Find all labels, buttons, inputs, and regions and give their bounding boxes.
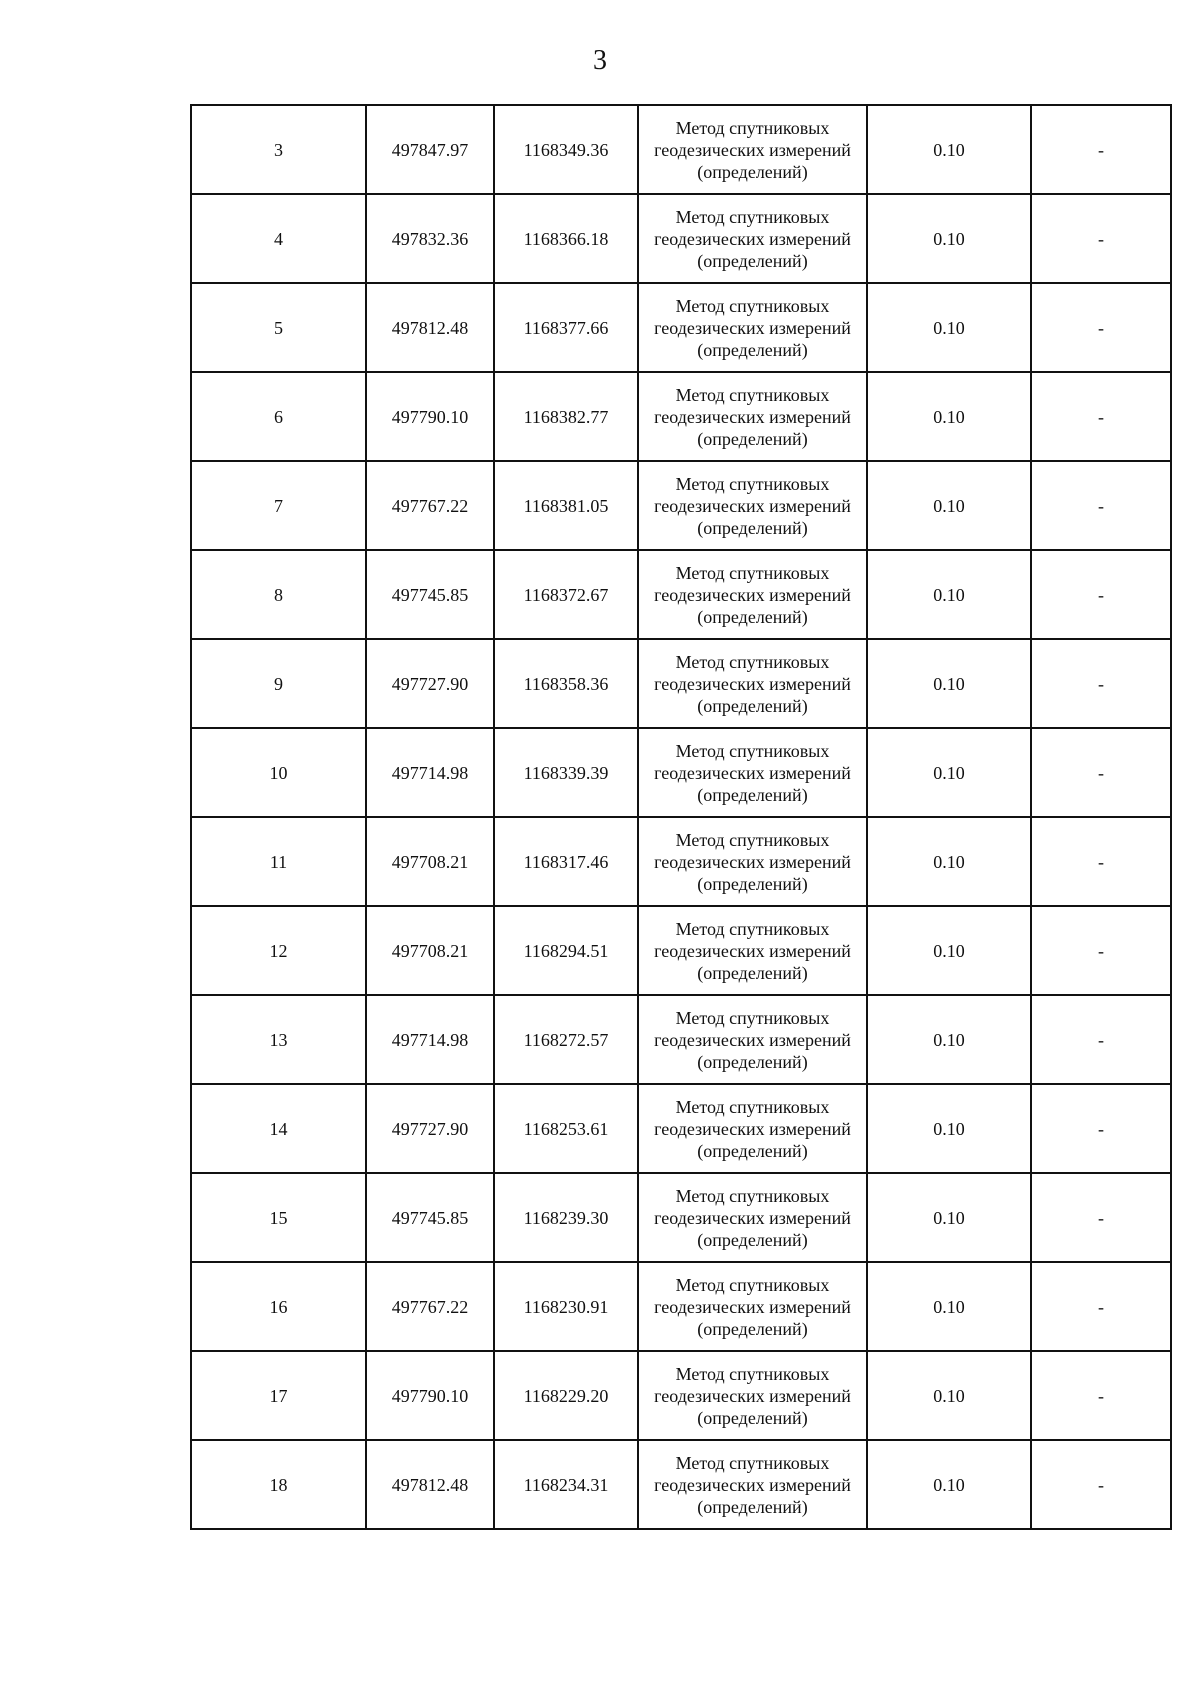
description-cell: - — [1031, 105, 1171, 194]
point-number-cell: 4 — [191, 194, 366, 283]
x-coordinate-cell: 497790.10 — [366, 1351, 494, 1440]
method-cell — [638, 1262, 867, 1351]
description-cell: - — [1031, 1084, 1171, 1173]
point-number-cell: 9 — [191, 639, 366, 728]
x-coordinate-cell: 497745.85 — [366, 1173, 494, 1262]
method-line: геодезических измерений — [654, 673, 851, 694]
table-row — [191, 550, 1171, 639]
x-coordinate-cell: 497708.21 — [366, 817, 494, 906]
method-cell — [638, 639, 867, 728]
x-coordinate-cell: 497790.10 — [366, 372, 494, 461]
method-cell — [638, 194, 867, 283]
y-coordinate-cell: 1168349.36 — [494, 105, 638, 194]
x-coordinate-cell: 497708.21 — [366, 906, 494, 995]
x-coordinate-cell: 497727.90 — [366, 639, 494, 728]
method-line: Метод спутниковых — [675, 829, 830, 850]
method-line: геодезических измерений — [654, 1207, 851, 1228]
table-row — [191, 995, 1171, 1084]
method-cell — [638, 461, 867, 550]
x-coordinate-cell: 497847.97 — [366, 105, 494, 194]
description-cell: - — [1031, 639, 1171, 728]
method-line: (определений) — [697, 873, 808, 894]
x-coordinate-cell: 497832.36 — [366, 194, 494, 283]
point-number-cell: 3 — [191, 105, 366, 194]
x-coordinate-cell: 497714.98 — [366, 995, 494, 1084]
description-cell: - — [1031, 372, 1171, 461]
description-cell: - — [1031, 817, 1171, 906]
method-line: геодезических измерений — [654, 1296, 851, 1317]
accuracy-cell: 0.10 — [867, 372, 1031, 461]
method-line: Метод спутниковых — [675, 295, 830, 316]
method-line: геодезических измерений — [654, 406, 851, 427]
table-row — [191, 194, 1171, 283]
y-coordinate-cell: 1168234.31 — [494, 1440, 638, 1529]
method-line: геодезических измерений — [654, 762, 851, 783]
y-coordinate-cell: 1168230.91 — [494, 1262, 638, 1351]
y-coordinate-cell: 1168339.39 — [494, 728, 638, 817]
x-coordinate-cell: 497767.22 — [366, 461, 494, 550]
x-coordinate-cell: 497714.98 — [366, 728, 494, 817]
method-line: (определений) — [697, 1496, 808, 1517]
method-cell — [638, 1351, 867, 1440]
table-row — [191, 1084, 1171, 1173]
method-line: геодезических измерений — [654, 495, 851, 516]
method-line: Метод спутниковых — [675, 1452, 830, 1473]
point-number-cell: 14 — [191, 1084, 366, 1173]
method-line: Метод спутниковых — [675, 1007, 830, 1028]
method-line: геодезических измерений — [654, 139, 851, 160]
x-coordinate-cell: 497745.85 — [366, 550, 494, 639]
method-line: (определений) — [697, 339, 808, 360]
description-cell: - — [1031, 283, 1171, 372]
y-coordinate-cell: 1168382.77 — [494, 372, 638, 461]
y-coordinate-cell: 1168366.18 — [494, 194, 638, 283]
method-line: геодезических измерений — [654, 940, 851, 961]
method-line: Метод спутниковых — [675, 651, 830, 672]
point-number-cell: 13 — [191, 995, 366, 1084]
description-cell: - — [1031, 995, 1171, 1084]
accuracy-cell: 0.10 — [867, 550, 1031, 639]
table-row — [191, 728, 1171, 817]
description-cell: - — [1031, 550, 1171, 639]
description-cell: - — [1031, 1262, 1171, 1351]
coordinates-table — [190, 104, 1172, 1530]
y-coordinate-cell: 1168229.20 — [494, 1351, 638, 1440]
table-row — [191, 1351, 1171, 1440]
description-cell: - — [1031, 1351, 1171, 1440]
point-number-cell: 18 — [191, 1440, 366, 1529]
table-row — [191, 1262, 1171, 1351]
table-row — [191, 639, 1171, 728]
point-number-cell: 8 — [191, 550, 366, 639]
accuracy-cell: 0.10 — [867, 1084, 1031, 1173]
method-cell — [638, 906, 867, 995]
description-cell: - — [1031, 1440, 1171, 1529]
method-line: (определений) — [697, 161, 808, 182]
y-coordinate-cell: 1168372.67 — [494, 550, 638, 639]
method-line: Метод спутниковых — [675, 1096, 830, 1117]
method-line: (определений) — [697, 428, 808, 449]
method-cell — [638, 105, 867, 194]
accuracy-cell: 0.10 — [867, 461, 1031, 550]
table-row — [191, 105, 1171, 194]
page-number: 3 — [593, 45, 607, 76]
y-coordinate-cell: 1168381.05 — [494, 461, 638, 550]
y-coordinate-cell: 1168253.61 — [494, 1084, 638, 1173]
point-number-cell: 7 — [191, 461, 366, 550]
accuracy-cell: 0.10 — [867, 639, 1031, 728]
accuracy-cell: 0.10 — [867, 283, 1031, 372]
method-line: Метод спутниковых — [675, 1363, 830, 1384]
y-coordinate-cell: 1168272.57 — [494, 995, 638, 1084]
method-line: Метод спутниковых — [675, 384, 830, 405]
accuracy-cell: 0.10 — [867, 995, 1031, 1084]
point-number-cell: 11 — [191, 817, 366, 906]
y-coordinate-cell: 1168317.46 — [494, 817, 638, 906]
method-line: геодезических измерений — [654, 1029, 851, 1050]
method-line: геодезических измерений — [654, 851, 851, 872]
method-line: (определений) — [697, 1051, 808, 1072]
accuracy-cell: 0.10 — [867, 1262, 1031, 1351]
y-coordinate-cell: 1168239.30 — [494, 1173, 638, 1262]
description-cell: - — [1031, 461, 1171, 550]
accuracy-cell: 0.10 — [867, 1173, 1031, 1262]
method-line: (определений) — [697, 1140, 808, 1161]
point-number-cell: 16 — [191, 1262, 366, 1351]
method-line: Метод спутниковых — [675, 117, 830, 138]
accuracy-cell: 0.10 — [867, 906, 1031, 995]
method-line: Метод спутниковых — [675, 918, 830, 939]
method-line: (определений) — [697, 1407, 808, 1428]
table-row — [191, 372, 1171, 461]
method-cell — [638, 995, 867, 1084]
method-cell — [638, 728, 867, 817]
description-cell: - — [1031, 906, 1171, 995]
coordinates-table-body — [191, 105, 1171, 1529]
point-number-cell: 12 — [191, 906, 366, 995]
method-cell — [638, 372, 867, 461]
description-cell: - — [1031, 1173, 1171, 1262]
method-line: геодезических измерений — [654, 584, 851, 605]
method-line: (определений) — [697, 606, 808, 627]
method-line: геодезических измерений — [654, 317, 851, 338]
point-number-cell: 6 — [191, 372, 366, 461]
point-number-cell: 17 — [191, 1351, 366, 1440]
description-cell: - — [1031, 194, 1171, 283]
method-cell — [638, 1173, 867, 1262]
method-line: (определений) — [697, 784, 808, 805]
table-row — [191, 1440, 1171, 1529]
method-line: Метод спутниковых — [675, 473, 830, 494]
method-line: геодезических измерений — [654, 1474, 851, 1495]
table-row — [191, 1173, 1171, 1262]
x-coordinate-cell: 497767.22 — [366, 1262, 494, 1351]
x-coordinate-cell: 497812.48 — [366, 283, 494, 372]
method-line: Метод спутниковых — [675, 206, 830, 227]
point-number-cell: 10 — [191, 728, 366, 817]
table-row — [191, 906, 1171, 995]
y-coordinate-cell: 1168358.36 — [494, 639, 638, 728]
method-line: Метод спутниковых — [675, 562, 830, 583]
accuracy-cell: 0.10 — [867, 1351, 1031, 1440]
method-line: (определений) — [697, 1229, 808, 1250]
method-line: (определений) — [697, 962, 808, 983]
accuracy-cell: 0.10 — [867, 728, 1031, 817]
method-line: Метод спутниковых — [675, 1185, 830, 1206]
table-row — [191, 817, 1171, 906]
y-coordinate-cell: 1168377.66 — [494, 283, 638, 372]
x-coordinate-cell: 497727.90 — [366, 1084, 494, 1173]
table-row — [191, 461, 1171, 550]
method-line: (определений) — [697, 1318, 808, 1339]
method-cell — [638, 817, 867, 906]
method-line: (определений) — [697, 517, 808, 538]
method-line: (определений) — [697, 695, 808, 716]
method-line: геодезических измерений — [654, 1385, 851, 1406]
method-line: Метод спутниковых — [675, 740, 830, 761]
table-row — [191, 283, 1171, 372]
y-coordinate-cell: 1168294.51 — [494, 906, 638, 995]
accuracy-cell: 0.10 — [867, 1440, 1031, 1529]
method-line: геодезических измерений — [654, 1118, 851, 1139]
description-cell: - — [1031, 728, 1171, 817]
method-line: геодезических измерений — [654, 228, 851, 249]
accuracy-cell: 0.10 — [867, 105, 1031, 194]
method-cell — [638, 283, 867, 372]
accuracy-cell: 0.10 — [867, 194, 1031, 283]
method-cell — [638, 1084, 867, 1173]
x-coordinate-cell: 497812.48 — [366, 1440, 494, 1529]
accuracy-cell: 0.10 — [867, 817, 1031, 906]
method-cell — [638, 1440, 867, 1529]
method-line: Метод спутниковых — [675, 1274, 830, 1295]
method-cell — [638, 550, 867, 639]
point-number-cell: 5 — [191, 283, 366, 372]
point-number-cell: 15 — [191, 1173, 366, 1262]
method-line: (определений) — [697, 250, 808, 271]
